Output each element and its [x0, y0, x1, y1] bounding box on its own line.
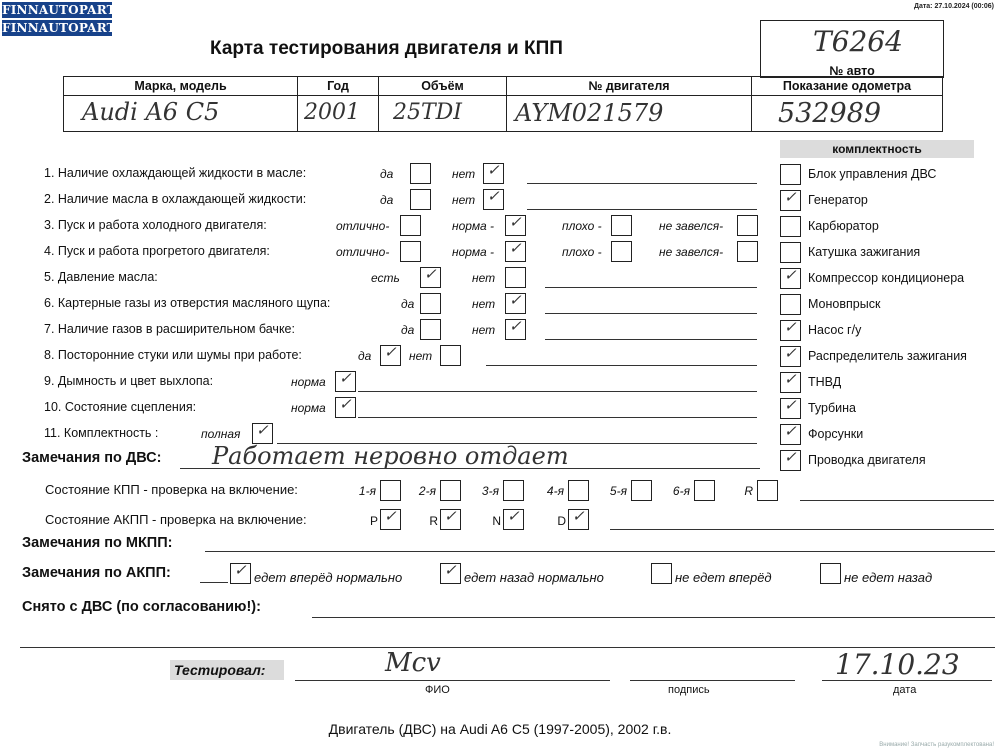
mkpp-remarks-line: [205, 551, 995, 552]
akpp-gear-checkbox[interactable]: [440, 509, 461, 530]
check-2-option-label: да: [380, 193, 394, 207]
kit-item-label: Моновпрыск: [808, 297, 881, 311]
akpp-gear-checkbox[interactable]: [380, 509, 401, 530]
check-3-option-label: норма -: [452, 219, 495, 233]
check-11-option-checkbox[interactable]: [252, 423, 273, 444]
check-8-option-label: нет: [409, 349, 433, 363]
akpp-gear-checkbox-mark: ✓: [444, 507, 457, 525]
check-1-option-label: да: [380, 167, 394, 181]
kit-checkbox-6-mark: ✓: [784, 318, 797, 336]
check-6-option-label: нет: [472, 297, 496, 311]
kit-checkbox-10[interactable]: [780, 424, 801, 445]
check-5-option-checkbox-mark: ✓: [424, 265, 437, 283]
akpp-remark-label: не едет назад: [844, 570, 933, 585]
check-6-option-label: да: [401, 297, 415, 311]
kit-item-label: Форсунки: [808, 427, 864, 441]
page-caption: Двигатель (ДВС) на Audi A6 C5 (1997-2005), 2002 г.в.: [328, 721, 672, 737]
check-8-option-checkbox-mark: ✓: [384, 343, 397, 361]
check-11-option-label: полная: [201, 427, 241, 441]
logo-line-1: FINNAUTOPARTS: [2, 3, 125, 17]
akpp-gear-checkbox-mark: ✓: [572, 507, 585, 525]
check-8-option-label: да: [358, 349, 372, 363]
col-volume: Объём: [379, 77, 507, 96]
akpp-remark-label: едет вперёд нормально: [254, 570, 403, 585]
kpp-gear-checkbox[interactable]: [440, 480, 461, 501]
check-4-option-label: не завелся-: [659, 245, 724, 259]
kit-checkbox-9[interactable]: [780, 398, 801, 419]
check-6-option-checkbox[interactable]: [505, 293, 526, 314]
check-label-2: 2. Наличие масла в охлаждающей жидкости:: [44, 192, 307, 206]
date-value: 17.10.23: [835, 648, 960, 681]
check-7-option-checkbox[interactable]: [505, 319, 526, 340]
check-2-option-checkbox-mark: ✓: [487, 187, 500, 205]
akpp-remarks-line: [200, 582, 228, 583]
tester-name-value: Мсv: [385, 648, 441, 678]
kpp-line: [800, 500, 994, 501]
check-5-option-checkbox[interactable]: [505, 267, 526, 288]
kpp-gear-checkbox[interactable]: [503, 480, 524, 501]
akpp-remark-checkbox-mark: ✓: [444, 561, 457, 579]
check-4-option-checkbox-mark: ✓: [509, 239, 522, 257]
sign-line: [630, 680, 795, 681]
akpp-gear-checkbox-mark: ✓: [507, 507, 520, 525]
akpp-remark-checkbox[interactable]: [440, 563, 461, 584]
check-6-option-checkbox-mark: ✓: [509, 291, 522, 309]
check-label-10: 10. Состояние сцепления:: [44, 400, 197, 414]
check-10-option-checkbox[interactable]: [335, 397, 356, 418]
volume-cell: [379, 96, 507, 132]
kpp-gear-label: 5-я: [609, 484, 627, 498]
kpp-gear-checkbox[interactable]: [380, 480, 401, 501]
check-label-6: 6. Картерные газы из отверстия масляного щупа:: [44, 296, 331, 310]
kit-title: комплектность: [780, 140, 974, 158]
check-3-option-checkbox-mark: ✓: [509, 213, 522, 231]
volume-value: 25TDI: [393, 100, 462, 125]
kit-item-label: Насос г/у: [808, 323, 862, 337]
check-2-option-label: нет: [452, 193, 476, 207]
check-label-1: 1. Наличие охлаждающей жидкости в масле:: [44, 166, 307, 180]
check-label-11: 11. Комплектность :: [44, 426, 159, 440]
fio-line: [295, 680, 610, 681]
check-10-option-label: норма: [291, 401, 326, 415]
check-8-option-checkbox[interactable]: [440, 345, 461, 366]
check-1-line: [527, 183, 757, 184]
make-model-value: Audi A6 C5: [82, 98, 220, 126]
kpp-gear-checkbox[interactable]: [757, 480, 778, 501]
kit-item-label: ТНВД: [808, 375, 842, 389]
akpp-remark-label: едет назад нормально: [464, 570, 604, 585]
kit-item-label: Генератор: [808, 193, 868, 207]
check-7-option-checkbox[interactable]: [420, 319, 441, 340]
removed-line-1: [312, 617, 995, 618]
kit-item-label: Распределитель зажигания: [808, 349, 967, 363]
check-label-9: 9. Дымность и цвет выхлопа:: [44, 374, 214, 388]
kit-checkbox-5[interactable]: [780, 294, 801, 315]
kit-item-label: Турбина: [808, 401, 856, 415]
check-label-3: 3. Пуск и работа холодного двигателя:: [44, 218, 267, 232]
kit-checkbox-0[interactable]: [780, 164, 801, 185]
kit-checkbox-3[interactable]: [780, 242, 801, 263]
akpp-gear-checkbox[interactable]: [568, 509, 589, 530]
check-3-option-label: не завелся-: [659, 219, 724, 233]
kit-checkbox-6[interactable]: [780, 320, 801, 341]
col-year: Год: [298, 77, 379, 96]
akpp-remarks-label: Замечания по АКПП:: [22, 565, 171, 581]
kit-item-label: Компрессор кондиционера: [808, 271, 965, 285]
page-title: Карта тестирования двигателя и КПП: [210, 38, 563, 59]
date-stamp: Дата: 27.10.2024 (00:06): [913, 3, 994, 10]
check-3-option-checkbox[interactable]: [505, 215, 526, 236]
odometer-value: 532989: [778, 98, 882, 129]
check-6-option-checkbox[interactable]: [420, 293, 441, 314]
check-3-option-label: отлично-: [336, 219, 390, 233]
check-3-option-checkbox[interactable]: [737, 215, 758, 236]
kit-checkbox-1[interactable]: [780, 190, 801, 211]
kpp-gear-label: 4-я: [546, 484, 564, 498]
akpp-gear-label: P: [369, 514, 378, 528]
kit-checkbox-10-mark: ✓: [784, 422, 797, 440]
kit-checkbox-1-mark: ✓: [784, 188, 797, 206]
dvs-remarks-value: Работает неровно отдает: [212, 442, 569, 470]
vehicle-info-header-row: [64, 77, 943, 96]
check-2-option-checkbox[interactable]: [410, 189, 431, 210]
akpp-gear-label: D: [557, 514, 566, 528]
akpp-gear-label: N: [492, 514, 501, 528]
akpp-remark-label: не едет вперёд: [675, 570, 772, 585]
check-6-line: [545, 313, 757, 314]
vehicle-number-label: № авто: [829, 64, 875, 78]
akpp-remark-checkbox[interactable]: [820, 563, 841, 584]
akpp-remark-checkbox-mark: ✓: [234, 561, 247, 579]
check-3-option-checkbox[interactable]: [611, 215, 632, 236]
kpp-gear-checkbox[interactable]: [694, 480, 715, 501]
col-odometer: Показание одометра: [752, 77, 943, 96]
year-cell: [298, 96, 379, 132]
check-9-option-checkbox-mark: ✓: [339, 369, 352, 387]
check-4-option-checkbox[interactable]: [505, 241, 526, 262]
engine-number-value: AYM021579: [515, 99, 664, 127]
check-7-line: [545, 339, 757, 340]
tested-label: Тестировал:: [170, 660, 284, 680]
akpp-line: [610, 529, 994, 530]
year-value: 2001: [304, 100, 360, 125]
akpp-label: Состояние АКПП - проверка на включение:: [45, 512, 307, 527]
akpp-remark-checkbox[interactable]: [230, 563, 251, 584]
kit-checkbox-8-mark: ✓: [784, 370, 797, 388]
check-2-option-checkbox[interactable]: [483, 189, 504, 210]
kpp-gear-checkbox[interactable]: [631, 480, 652, 501]
col-make-model: Марка, модель: [64, 77, 298, 96]
check-5-line: [545, 287, 757, 288]
kit-item-label: Блок управления ДВС: [808, 167, 937, 181]
kit-item-label: Карбюратор: [808, 219, 879, 233]
date-caption: дата: [893, 684, 917, 696]
kpp-gear-label: R: [744, 484, 753, 498]
check-label-7: 7. Наличие газов в расширительном бачке:: [44, 322, 295, 336]
check-4-option-label: отлично-: [336, 245, 390, 259]
kit-checkbox-4-mark: ✓: [784, 266, 797, 284]
check-2-line: [527, 209, 757, 210]
kit-checkbox-7-mark: ✓: [784, 344, 797, 362]
check-8-option-checkbox[interactable]: [380, 345, 401, 366]
kpp-gear-label: 3-я: [481, 484, 499, 498]
engine-number-cell: [507, 96, 752, 132]
check-3-option-label: плохо -: [562, 219, 602, 233]
akpp-remark-checkbox[interactable]: [651, 563, 672, 584]
check-9-option-checkbox[interactable]: [335, 371, 356, 392]
kit-checkbox-8[interactable]: [780, 372, 801, 393]
logo-line-2: FINNAUTOPARTS: [2, 21, 125, 35]
akpp-gear-label: R: [429, 514, 438, 528]
check-1-option-checkbox-mark: ✓: [487, 161, 500, 179]
check-label-5: 5. Давление масла:: [44, 270, 158, 284]
kpp-gear-checkbox[interactable]: [568, 480, 589, 501]
make-model-cell: [64, 96, 298, 132]
check-8-line: [486, 365, 757, 366]
akpp-gear-checkbox-mark: ✓: [384, 507, 397, 525]
kit-checkbox-7[interactable]: [780, 346, 801, 367]
mkpp-remarks-label: Замечания по МКПП:: [22, 535, 173, 551]
check-label-8: 8. Посторонние стуки или шумы при работе:: [44, 348, 302, 362]
check-7-option-label: да: [401, 323, 415, 337]
kpp-label: Состояние КПП - проверка на включение:: [45, 482, 298, 497]
akpp-gear-checkbox[interactable]: [503, 509, 524, 530]
vehicle-info-value-row: [64, 96, 943, 132]
kit-checkbox-2[interactable]: [780, 216, 801, 237]
check-7-option-checkbox-mark: ✓: [509, 317, 522, 335]
check-5-option-checkbox[interactable]: [420, 267, 441, 288]
kit-checkbox-4[interactable]: [780, 268, 801, 289]
watermark: Внимание! Запчасть разукомплектована!: [879, 742, 994, 748]
removed-label: Снято с ДВС (по согласованию!):: [22, 599, 261, 615]
check-3-option-checkbox[interactable]: [400, 215, 421, 236]
fio-caption: ФИО: [425, 684, 450, 696]
check-5-option-label: есть: [371, 271, 400, 285]
kpp-gear-label: 2-я: [418, 484, 436, 498]
vehicle-info-table: [63, 76, 943, 132]
check-4-option-checkbox[interactable]: [611, 241, 632, 262]
check-label-4: 4. Пуск и работа прогретого двигателя:: [44, 244, 270, 258]
check-1-option-checkbox[interactable]: [410, 163, 431, 184]
check-9-line: [358, 391, 757, 392]
check-10-option-checkbox-mark: ✓: [339, 395, 352, 413]
check-1-option-label: нет: [452, 167, 476, 181]
dvs-remarks-label: Замечания по ДВС:: [22, 450, 162, 466]
vehicle-number-value: T6264: [813, 25, 903, 58]
kit-item-label: Катушка зажигания: [808, 245, 921, 259]
check-9-option-label: норма: [291, 375, 326, 389]
kit-checkbox-9-mark: ✓: [784, 396, 797, 414]
kit-checkbox-11[interactable]: [780, 450, 801, 471]
odometer-cell: [752, 96, 943, 132]
check-1-option-checkbox[interactable]: [483, 163, 504, 184]
check-4-option-label: норма -: [452, 245, 495, 259]
kit-item-label: Проводка двигателя: [808, 453, 926, 467]
check-10-line: [358, 417, 757, 418]
col-engine-number: № двигателя: [507, 77, 752, 96]
check-11-option-checkbox-mark: ✓: [256, 421, 269, 439]
vehicle-number-box: [760, 20, 944, 78]
kpp-gear-label: 6-я: [672, 484, 690, 498]
kit-checkbox-11-mark: ✓: [784, 448, 797, 466]
kpp-gear-label: 1-я: [358, 484, 376, 498]
check-7-option-label: нет: [472, 323, 496, 337]
check-5-option-label: нет: [472, 271, 496, 285]
check-4-option-checkbox[interactable]: [400, 241, 421, 262]
sign-caption: подпись: [668, 684, 710, 696]
check-4-option-label: плохо -: [562, 245, 602, 259]
check-4-option-checkbox[interactable]: [737, 241, 758, 262]
